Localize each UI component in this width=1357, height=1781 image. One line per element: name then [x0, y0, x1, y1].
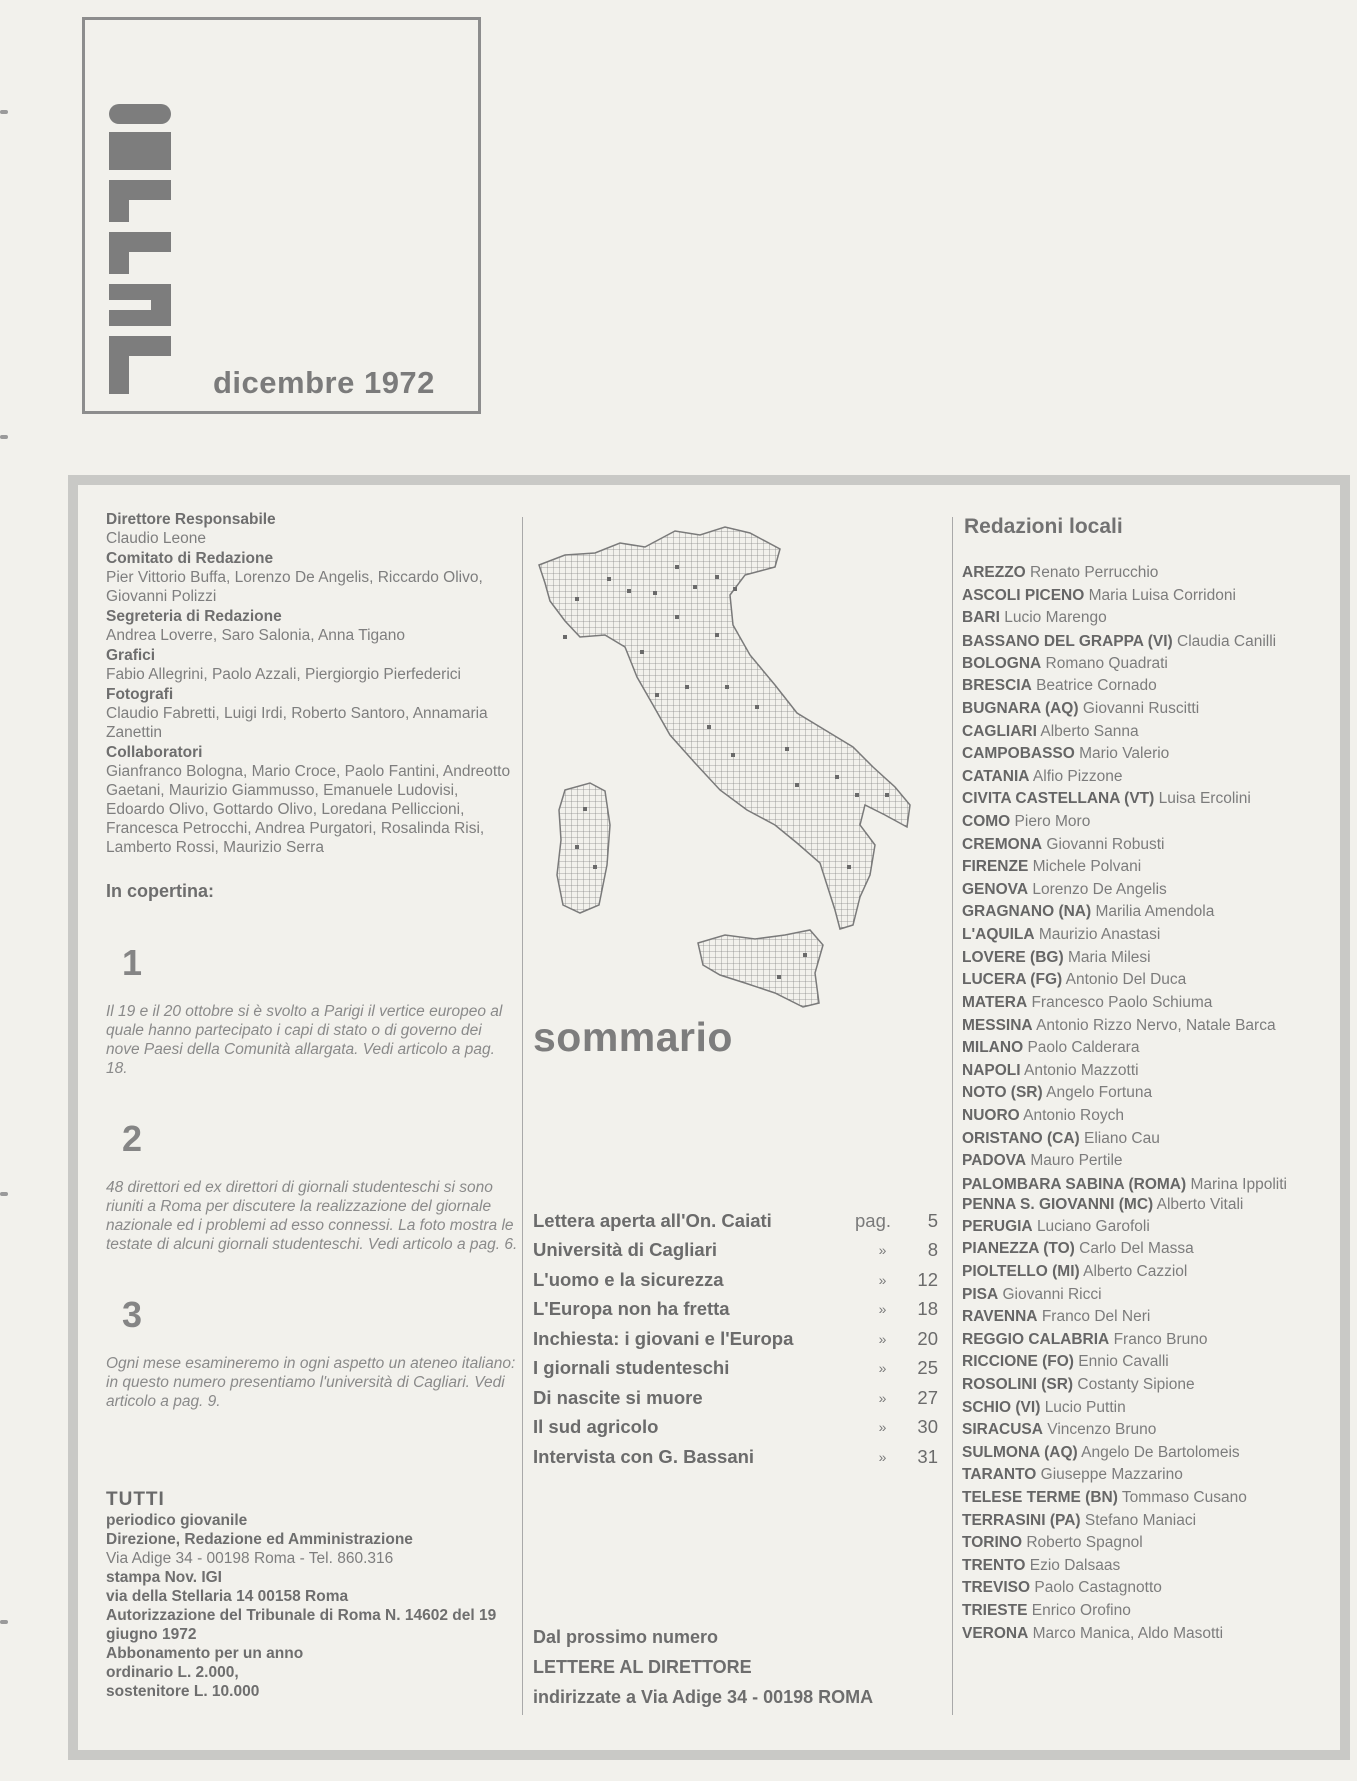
- redazione-names: Tommaso Cusano: [1121, 1488, 1247, 1506]
- redazione-city: TERRASINI (PA): [962, 1511, 1081, 1529]
- redazione-names: Paolo Calderara: [1027, 1039, 1140, 1057]
- redazione-city: RAVENNA: [962, 1308, 1038, 1326]
- redazione-city: PISA: [962, 1285, 999, 1303]
- redazione-names: Antonio Mazzotti: [1024, 1061, 1139, 1079]
- redazione-names: Piero Moro: [1014, 812, 1091, 830]
- toc-row: [533, 1295, 938, 1325]
- publisher-line-text: Via Adige 34 - 00198 Roma - Tel. 860.316: [106, 1550, 394, 1567]
- redazione-names: Maurizio Anastasi: [1038, 925, 1161, 943]
- publisher-line-bold: Autorizzazione del Tribunale di Roma N. 14602 del 19 giugno 1972: [106, 1607, 497, 1643]
- toc-row: [533, 1383, 938, 1413]
- redazione-city: BASSANO DEL GRAPPA (VI): [962, 632, 1173, 650]
- redazione-item: [962, 1105, 1320, 1128]
- redazione-city: ROSOLINI (SR): [962, 1376, 1074, 1393]
- redazione-item: [962, 1284, 1320, 1307]
- staff-block: [106, 607, 518, 645]
- toc-page-number: 18: [917, 1298, 938, 1320]
- redazione-city: TRIESTE: [962, 1601, 1028, 1619]
- redazione-names: Maria Luisa Corridoni: [1088, 586, 1236, 604]
- staff-list: [106, 510, 518, 857]
- redazione-names: Michele Polvani: [1032, 858, 1142, 876]
- redazione-city: L'AQUILA: [962, 925, 1035, 943]
- redazione-item: [962, 675, 1320, 698]
- staff-column: [106, 510, 518, 1411]
- toc-mark: »: [878, 1448, 887, 1465]
- redazione-item: [962, 788, 1320, 811]
- redazione-city: RICCIONE (FO): [962, 1353, 1074, 1371]
- redazione-city: GRAGNANO (NA): [962, 903, 1092, 921]
- redazione-names: Claudia Canilli: [1177, 632, 1277, 650]
- redazione-names: Stefano Maniaci: [1084, 1511, 1197, 1529]
- cover-heading: In copertina:: [106, 881, 215, 901]
- redazione-names: Angelo De Bartolomeis: [1081, 1443, 1240, 1461]
- redazione-city: COMO: [962, 812, 1011, 830]
- redazione-item: [962, 743, 1320, 766]
- redazione-city: CATANIA: [962, 767, 1030, 785]
- redazione-city: ORISTANO (CA): [962, 1129, 1080, 1147]
- redazione-city: PADOVA: [962, 1152, 1027, 1170]
- redazione-names: Roberto Spagnol: [1026, 1534, 1143, 1552]
- cover-text: Il 19 e il 20 ottobre si è svolto a Parigi il vertice europeo al quale hanno partecipato i capi di stato o di governo dei nove Paesi della Comunità allargata. Vedi articolo a pag. 18.: [106, 1003, 503, 1077]
- redazione-item: [962, 1329, 1320, 1352]
- staff-names: Claudio Leone: [106, 530, 206, 547]
- redazione-names: Francesco Paolo Schiuma: [1031, 993, 1213, 1011]
- redazione-city: SULMONA (AQ): [962, 1443, 1078, 1461]
- sommario-title: sommario: [533, 1014, 733, 1060]
- next-issue-line: LETTERE AL DIRETTORE: [533, 1657, 752, 1677]
- redazione-names: Alberto Vitali: [1156, 1195, 1244, 1213]
- redazione-names: Antonio Rizzo Nervo, Natale Barca: [1036, 1017, 1276, 1035]
- publisher-info: [106, 1489, 518, 1701]
- redazione-item: [962, 1037, 1320, 1060]
- toc-row: [533, 1236, 938, 1266]
- redazione-city: VERONA: [962, 1624, 1029, 1642]
- redazione-item: [962, 1577, 1320, 1600]
- redazione-city: LUCERA (FG): [962, 971, 1063, 989]
- redazione-names: Paolo Castagnotto: [1034, 1579, 1162, 1597]
- publisher-line-bold: ordinario L. 2.000,: [106, 1664, 239, 1681]
- toc-title: Di nascite si muore: [533, 1386, 703, 1408]
- staff-block: [106, 549, 518, 606]
- toc-page-number: 12: [917, 1268, 938, 1290]
- redazione-city: ASCOLI PICENO: [962, 586, 1085, 604]
- staff-role: Comitato di Redazione: [106, 550, 274, 567]
- redazione-names: Marco Manica, Aldo Masotti: [1032, 1624, 1224, 1642]
- publisher-lines: [106, 1530, 518, 1701]
- toc-mark: »: [878, 1271, 887, 1288]
- toc-page-number: 25: [917, 1357, 938, 1379]
- cover-text: Ogni mese esamineremo in ogni aspetto un ateneo italiano: in questo numero presentiamo l'università di Cagliari. Vedi articolo a pag. 9.: [106, 1355, 516, 1410]
- redazione-names: Alberto Cazziol: [1083, 1263, 1188, 1281]
- table-of-contents: [533, 1206, 938, 1472]
- redazione-names: Giovanni Robusti: [1046, 835, 1165, 853]
- redazione-names: Luciano Garofoli: [1036, 1217, 1150, 1235]
- redazione-item: [962, 1532, 1320, 1555]
- next-issue-line: Dal prossimo numero: [533, 1627, 719, 1647]
- redazioni-title: Redazioni locali: [964, 515, 1123, 538]
- redazione-item: [962, 562, 1320, 585]
- redazione-names: Renato Perrucchio: [1030, 564, 1159, 581]
- redazione-item: [962, 585, 1320, 608]
- toc-row: [533, 1324, 938, 1354]
- toc-page-number: 27: [917, 1386, 938, 1408]
- redazione-names: Antonio Roych: [1023, 1107, 1124, 1125]
- redazione-names: Romano Quadrati: [1045, 654, 1168, 672]
- column-divider: [952, 517, 953, 1715]
- toc-title: I giornali studenteschi: [533, 1357, 730, 1379]
- redazioni-list: [962, 562, 1320, 1645]
- toc-row: [533, 1413, 938, 1443]
- redazione-item: [962, 924, 1320, 947]
- masthead-box: [82, 17, 481, 414]
- publisher-line-bold: Direzione, Redazione ed Amministrazione: [106, 1531, 413, 1548]
- binder-hole: [0, 1192, 8, 1196]
- redazione-names: Giuseppe Mazzarino: [1040, 1466, 1183, 1484]
- redazioni-column: [962, 510, 1320, 1645]
- redazione-city: PALOMBARA SABINA (ROMA): [962, 1175, 1187, 1193]
- staff-names: Pier Vittorio Buffa, Lorenzo De Angelis, Riccardo Olivo, Giovanni Polizzi: [106, 569, 483, 605]
- redazione-city: BOLOGNA: [962, 654, 1042, 672]
- publisher-subtitle: periodico giovanile: [106, 1512, 248, 1529]
- redazione-city: PERUGIA: [962, 1217, 1033, 1235]
- toc-mark: »: [878, 1301, 887, 1318]
- redazione-item: [962, 653, 1320, 676]
- redazione-item: [962, 969, 1320, 992]
- toc-page-number: 31: [917, 1445, 938, 1467]
- redazione-item: [962, 766, 1320, 789]
- redazione-city: NOTO (SR): [962, 1084, 1043, 1102]
- redazione-item: [962, 1238, 1320, 1261]
- redazione-city: TARANTO: [962, 1466, 1037, 1484]
- toc-title: Il sud agricolo: [533, 1416, 659, 1438]
- redazione-names: Carlo Del Massa: [1079, 1240, 1194, 1258]
- staff-names: Gianfranco Bologna, Mario Croce, Paolo Fantini, Andreotto Gaetani, Maurizio Giammusso, Emanuele Ludovisi, Edoardo Olivo, Gottardo Olivo, Loredana Pelliccioni, Francesca Petrocchi, Andrea Purgatori, Rosalinda Risi, Lamberto Rossi, Maurizio Serra: [106, 763, 511, 856]
- redazione-city: GENOVA: [962, 880, 1029, 898]
- redazione-item: [962, 1128, 1320, 1151]
- redazione-city: MESSINA: [962, 1017, 1033, 1035]
- redazione-item: [962, 1196, 1320, 1213]
- staff-role: Direttore Responsabile: [106, 511, 276, 528]
- redazione-city: CREMONA: [962, 835, 1043, 853]
- redazione-item: [962, 1555, 1320, 1578]
- redazione-city: PENNA S. GIOVANNI (MC): [962, 1195, 1154, 1213]
- toc-title: Università di Cagliari: [533, 1239, 718, 1261]
- issue-date: dicembre 1972: [213, 365, 435, 400]
- redazione-names: Eliano Cau: [1084, 1129, 1160, 1147]
- binder-hole: [0, 1620, 8, 1624]
- staff-role: Fotografi: [106, 686, 174, 703]
- redazione-item: [962, 721, 1320, 744]
- redazione-city: TREVISO: [962, 1579, 1031, 1597]
- redazione-names: Enrico Orofino: [1031, 1601, 1131, 1619]
- redazione-item: [962, 633, 1320, 650]
- redazione-item: [962, 1060, 1320, 1083]
- toc-row: [533, 1354, 938, 1384]
- redazione-city: NAPOLI: [962, 1061, 1021, 1079]
- redazione-item: [962, 1464, 1320, 1487]
- redazione-item: [962, 1442, 1320, 1465]
- redazione-item: [962, 992, 1320, 1015]
- redazione-city: TRENTO: [962, 1556, 1026, 1574]
- redazione-names: Maria Milesi: [1067, 948, 1151, 966]
- staff-block: [106, 685, 518, 742]
- redazione-city: TORINO: [962, 1534, 1022, 1552]
- redazione-names: Ennio Cavalli: [1078, 1353, 1169, 1371]
- toc-page-number: 20: [917, 1327, 938, 1349]
- redazione-city: BRESCIA: [962, 677, 1032, 695]
- redazione-names: Alberto Sanna: [1040, 722, 1139, 740]
- staff-role: Segreteria di Redazione: [106, 608, 282, 625]
- redazione-names: Vincenzo Bruno: [1047, 1421, 1157, 1439]
- redazione-item: [962, 947, 1320, 970]
- redazione-city: CAGLIARI: [962, 722, 1037, 740]
- redazione-names: Ezio Dalsaas: [1029, 1556, 1121, 1574]
- redazione-names: Marina Ippoliti: [1190, 1175, 1287, 1193]
- redazione-names: Giovanni Ricci: [1002, 1285, 1102, 1303]
- redazione-names: Luisa Ercolini: [1158, 790, 1251, 808]
- toc-row: [533, 1265, 938, 1295]
- publisher-line-bold: stampa Nov. IGI: [106, 1569, 222, 1586]
- publisher-title: TUTTI: [106, 1489, 165, 1510]
- toc-mark: »: [878, 1330, 887, 1347]
- redazione-item: [962, 1487, 1320, 1510]
- redazione-item: [962, 607, 1320, 630]
- toc-mark: »: [878, 1419, 887, 1436]
- staff-block: [106, 510, 518, 548]
- redazione-item: [962, 1216, 1320, 1239]
- redazione-city: PIANEZZA (TO): [962, 1240, 1075, 1258]
- redazione-city: CAMPOBASSO: [962, 745, 1075, 763]
- toc-page-number: 8: [927, 1239, 938, 1261]
- redazione-item: [962, 834, 1320, 857]
- redazione-city: FIRENZE: [962, 858, 1029, 876]
- binder-hole: [0, 435, 8, 439]
- redazione-item: [962, 1419, 1320, 1442]
- redazione-city: SIRACUSA: [962, 1421, 1043, 1439]
- toc-page-number: 5: [927, 1209, 938, 1231]
- redazione-city: BARI: [962, 609, 1000, 627]
- redazione-city: AREZZO: [962, 564, 1026, 581]
- redazione-names: Mauro Pertile: [1030, 1152, 1123, 1170]
- publisher-line-bold: sostenitore L. 10.000: [106, 1683, 260, 1700]
- redazione-item: [962, 1623, 1320, 1646]
- cover-list: [106, 942, 518, 1411]
- redazione-item: [962, 1351, 1320, 1374]
- italy-map-icon: [535, 525, 950, 1025]
- staff-names: Fabio Allegrini, Paolo Azzali, Piergiorgio Pierfederici: [106, 666, 461, 683]
- redazione-item: [962, 879, 1320, 902]
- cover-number: 3: [122, 1294, 143, 1335]
- toc-mark: »: [878, 1360, 887, 1377]
- cover-text: 48 direttori ed ex direttori di giornali studenteschi si sono riuniti a Roma per discutere la realizzazione del giornale nazionale ed i problemi ad esso connessi. La foto mostra le testate di alcuni giornali studenteschi. Vedi articolo a pag. 6.: [106, 1179, 518, 1253]
- staff-names: Claudio Fabretti, Luigi Irdi, Roberto Santoro, Annamaria Zanettin: [106, 705, 488, 741]
- redazione-city: PIOLTELLO (MI): [962, 1263, 1080, 1281]
- redazione-item: [962, 1397, 1320, 1420]
- toc-row: [533, 1442, 938, 1472]
- toc-row: [533, 1206, 938, 1236]
- redazione-city: SCHIO (VI): [962, 1398, 1041, 1416]
- redazione-names: Franco Del Neri: [1041, 1308, 1151, 1326]
- toc-title: Lettera aperta all'On. Caiati: [533, 1209, 772, 1231]
- redazione-names: Costanty Sipione: [1077, 1376, 1195, 1393]
- redazione-item: [962, 698, 1320, 721]
- toc-mark: »: [878, 1389, 887, 1406]
- toc-page-number: 30: [917, 1416, 938, 1438]
- publisher-line-bold: Abbonamento per un anno: [106, 1645, 304, 1662]
- redazione-names: Beatrice Cornado: [1036, 677, 1157, 695]
- cover-number: 1: [122, 942, 143, 983]
- toc-mark: pag.: [855, 1209, 892, 1231]
- staff-role: Collaboratori: [106, 744, 203, 761]
- redazione-city: REGGIO CALABRIA: [962, 1330, 1110, 1348]
- redazione-city: TELESE TERME (BN): [962, 1488, 1118, 1506]
- staff-names: Andrea Loverre, Saro Salonia, Anna Tigano: [106, 627, 406, 644]
- staff-role: Grafici: [106, 647, 156, 664]
- column-divider: [522, 517, 523, 1715]
- redazione-item: [962, 1150, 1320, 1173]
- staff-block: [106, 743, 518, 857]
- next-issue-notice: [533, 1622, 953, 1712]
- redazione-item: [962, 1510, 1320, 1533]
- toc-title: L'Europa non ha fretta: [533, 1298, 730, 1320]
- toc-title: Inchiesta: i giovani e l'Europa: [533, 1327, 794, 1349]
- redazione-names: Mario Valerio: [1079, 745, 1170, 763]
- cover-number: 2: [122, 1118, 143, 1159]
- redazione-names: Lucio Puttin: [1044, 1398, 1126, 1416]
- redazione-item: [962, 1082, 1320, 1105]
- redazione-city: MILANO: [962, 1039, 1024, 1057]
- staff-block: [106, 646, 518, 684]
- redazione-item: [962, 1261, 1320, 1284]
- binder-hole: [0, 110, 8, 114]
- redazione-city: LOVERE (BG): [962, 948, 1064, 966]
- redazione-item: [962, 856, 1320, 879]
- redazione-item: [962, 1306, 1320, 1329]
- toc-title: L'uomo e la sicurezza: [533, 1268, 724, 1290]
- redazione-names: Lucio Marengo: [1004, 609, 1107, 627]
- redazione-names: Lorenzo De Angelis: [1032, 880, 1167, 898]
- redazione-names: Angelo Fortuna: [1046, 1084, 1153, 1102]
- redazione-names: Alfio Pizzone: [1032, 767, 1123, 785]
- redazione-names: Franco Bruno: [1113, 1330, 1208, 1348]
- redazione-city: BUGNARA (AQ): [962, 699, 1079, 717]
- next-issue-line: indirizzate a Via Adige 34 - 00198 ROMA: [533, 1687, 874, 1707]
- toc-title: Intervista con G. Bassani: [533, 1445, 755, 1467]
- redazione-item: [962, 1374, 1320, 1397]
- redazione-item: [962, 1176, 1320, 1193]
- publisher-line-bold: via della Stellaria 14 00158 Roma: [106, 1588, 349, 1605]
- redazione-names: Giovanni Ruscitti: [1082, 699, 1200, 717]
- toc-mark: »: [878, 1242, 887, 1259]
- redazione-names: Marilia Amendola: [1095, 903, 1215, 921]
- redazione-city: MATERA: [962, 993, 1028, 1011]
- redazione-item: [962, 1600, 1320, 1623]
- redazione-city: CIVITA CASTELLANA (VT): [962, 790, 1155, 808]
- redazione-item: [962, 1017, 1320, 1034]
- tutti-logo: [109, 104, 171, 394]
- redazione-item: [962, 901, 1320, 924]
- redazione-item: [962, 811, 1320, 834]
- redazione-city: NUORO: [962, 1107, 1020, 1125]
- redazione-names: Antonio Del Duca: [1065, 971, 1187, 989]
